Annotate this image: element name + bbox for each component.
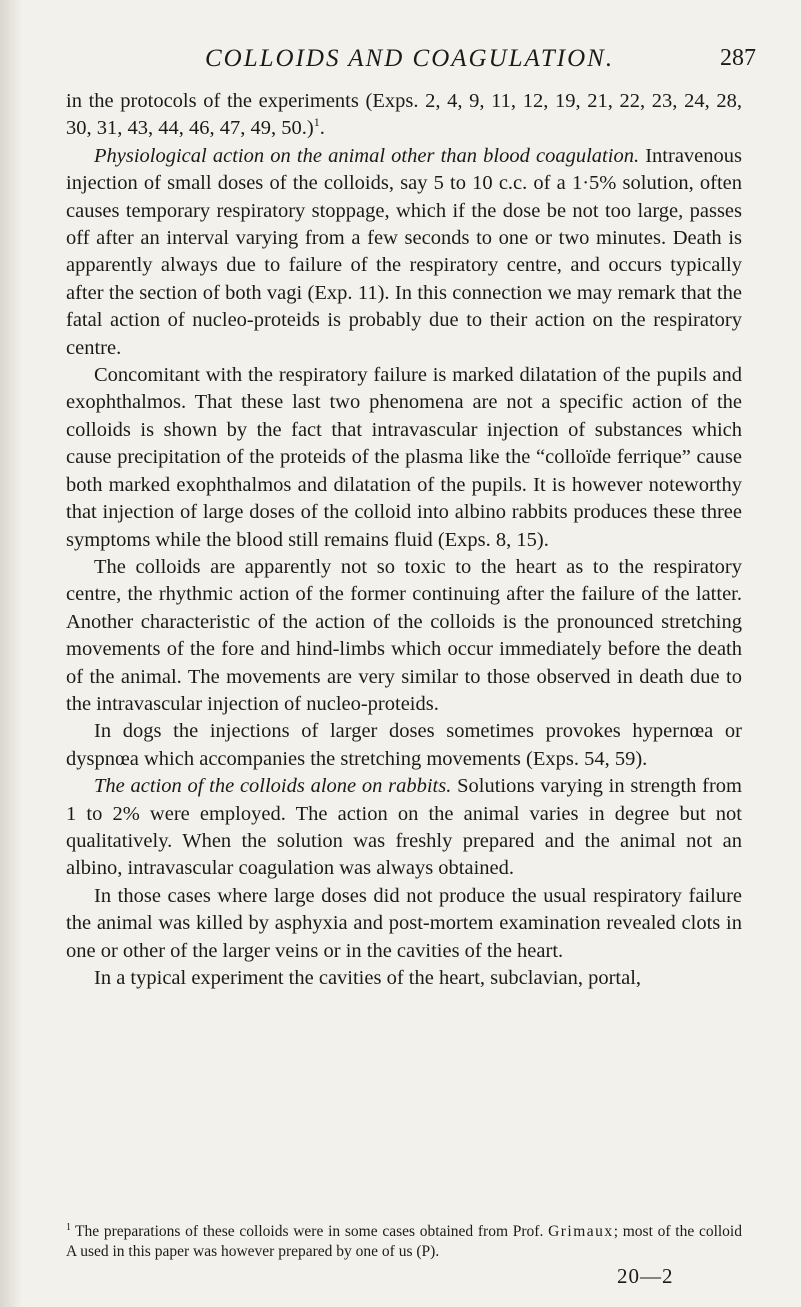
paragraph-3: Concomitant with the respiratory failure is marked dilatation of the pupils and exophthalmos. That these last two phenomena are not a specific action of the colloids is shown by the fact that intravascular injection of substances which cause precipitation of the proteids of the plasma like the “colloïde ferrique” cause both marked exophthalmos and dilatation of the pupils. It is however noteworthy that injection of large doses of the colloid into albino rabbits produces these three symptoms while the blood still remains fluid (Exps. 8, 15). (66, 364, 742, 551)
footnote-text-before: The preparations of these colloids were in some cases obtained from Prof. (75, 1223, 544, 1240)
section-heading-action-on-rabbits: The action of the colloids alone on rabbits. (94, 775, 452, 798)
running-title: COLLOIDS AND COAGULATION. (205, 45, 615, 72)
footnote-text-after: ; most of the colloid A used in this paper was however prepared by one of us (P). (66, 1223, 742, 1260)
paragraph-4: The colloids are apparently not so toxic to the heart as to the respiratory centre, the rhythmic action of the former continuing after the failure of the latter. Another characteristic of the action of the colloids is the pronounced stretching movements of the fore and hind-limbs which occur immediately before the death of the animal. The movements are very similar to those observed in death due to the intravascular injection of nucleo-proteids. (66, 555, 742, 715)
footnote-mark: 1 (66, 1221, 71, 1233)
page-gutter-shadow (0, 0, 22, 1307)
paragraph-6-body: Solutions varying in strength from 1 to 2% were employed. The action on the animal varies in degree but not qualitatively. When the solution was freshly prepared and the animal not an albino, intravascular coagulation was always obtained. (66, 775, 742, 880)
footnote-name: Grimaux (548, 1223, 614, 1240)
footnote (66, 1222, 742, 1262)
body-text (66, 88, 742, 992)
page-header (0, 45, 801, 85)
paragraph-7: In those cases where large doses did not produce the usual respiratory failure the animal was killed by asphyxia and post-mortem examination revealed clots in one or other of the larger veins or in the cavities of the heart. (66, 884, 742, 962)
page-number: 287 (720, 45, 756, 71)
paragraph-1 (66, 88, 742, 143)
paragraph-2-body: Intravenous injection of small doses of the colloids, say 5 to 10 c.c. of a 1·5% solution, often causes temporary respiratory stoppage, which if the dose be not too large, passes off after an interval varying from a few seconds to one or two minutes. Death is apparently always due to failure of the respiratory centre, and occurs typically after the section of both vagi (Exp. 11). In this connection we may remark that the fatal action of nucleo-proteids is probably due to their action on the respiratory centre. (66, 144, 742, 359)
paragraph-1-tail: . (319, 117, 325, 140)
paragraph-1-text: in the protocols of the experiments (Exps. 2, 4, 9, 11, 12, 19, 21, 22, 23, 24, 28, 30, 31, 43, 44, 46, 47, 49, 50.) (66, 90, 742, 140)
paragraph-6 (66, 773, 742, 883)
signature-mark: 20—2 (617, 1264, 674, 1288)
section-heading-physiological-action: Physiological action on the animal other than blood coagulation. (94, 144, 640, 167)
paragraph-2 (66, 143, 742, 362)
footnote-reference: 1 (313, 115, 320, 130)
paragraph-5: In dogs the injections of larger doses sometimes provokes hypernœa or dyspnœa which accompanies the stretching movements (Exps. 54, 59). (66, 720, 742, 770)
paragraph-8: In a typical experiment the cavities of the heart, subclavian, portal, (94, 967, 642, 989)
